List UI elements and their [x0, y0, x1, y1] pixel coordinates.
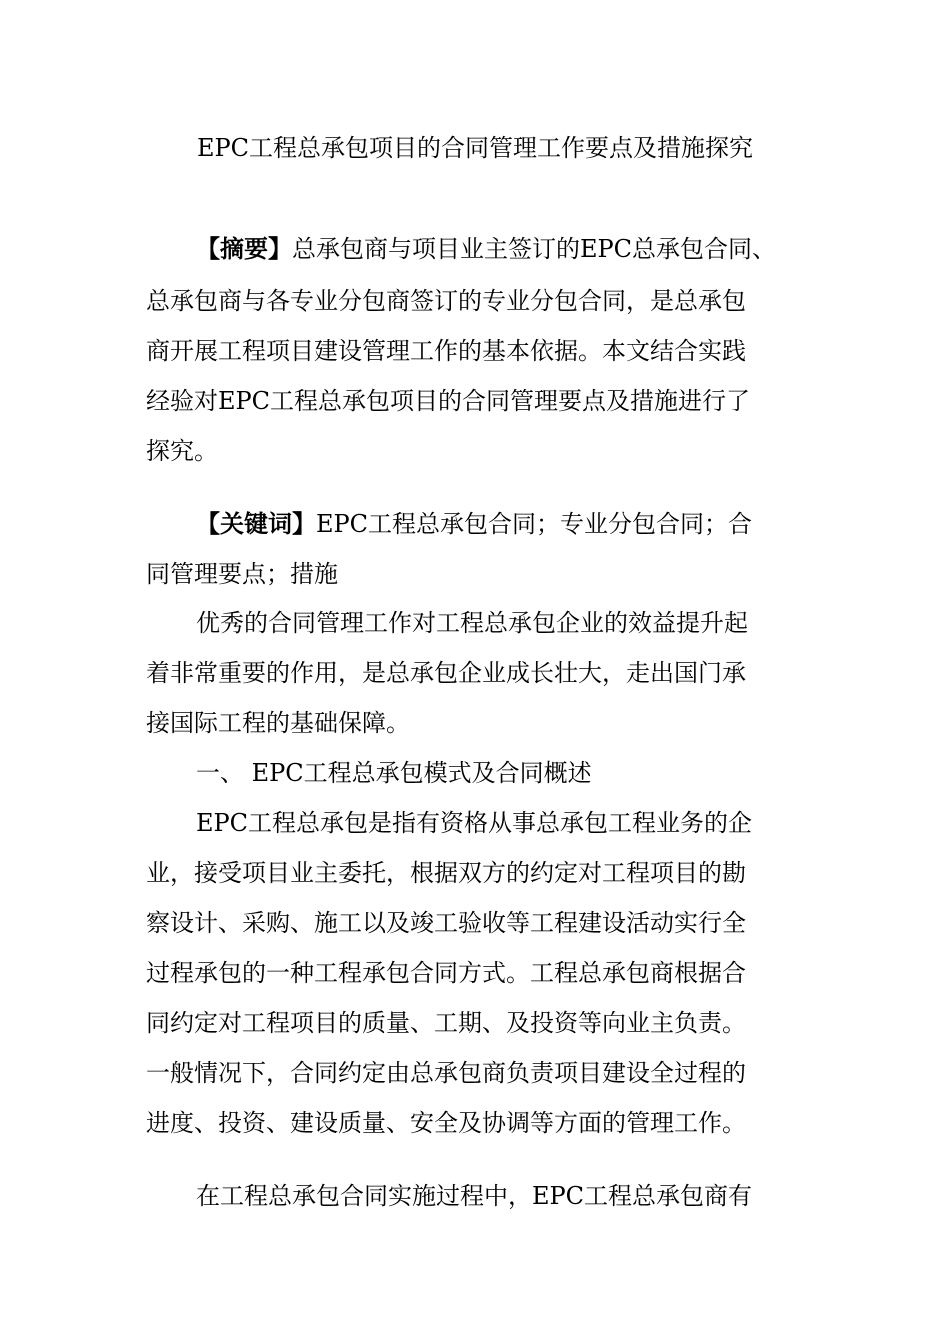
abstract-line-2: 总承包商与各专业分包商签订的专业分包合同，是总承包 — [146, 287, 746, 315]
abstract-line-5: 探究。 — [146, 437, 218, 465]
section-line-1: EPC工程总承包是指有资格从事总承包工程业务的企 — [196, 809, 753, 837]
intro-line-1: 优秀的合同管理工作对工程总承包企业的效益提升起 — [196, 609, 748, 637]
section-heading: 一、 EPC工程总承包模式及合同概述 — [196, 759, 592, 787]
intro-line-2: 着非常重要的作用，是总承包企业成长壮大，走出国门承 — [146, 659, 746, 687]
section-line-4: 过程承包的一种工程承包合同方式。工程总承包商根据合 — [146, 959, 746, 987]
abstract-line-4: 经验对EPC工程总承包项目的合同管理要点及措施进行了 — [146, 387, 751, 415]
abstract-text: 总承包商与项目业主签订的EPC总承包合同、 — [292, 235, 777, 263]
section-line-5: 同约定对工程项目的质量、工期、及投资等向业主负责。 — [146, 1009, 746, 1037]
section-line-7: 进度、投资、建设质量、安全及协调等方面的管理工作。 — [146, 1109, 746, 1137]
abstract-label: 【摘要】 — [196, 234, 292, 263]
document-title: EPC工程总承包项目的合同管理工作要点及措施探究 — [196, 134, 754, 162]
intro-line-3: 接国际工程的基础保障。 — [146, 709, 410, 737]
keywords-line-2: 同管理要点；措施 — [146, 560, 338, 588]
section-line-3: 察设计、采购、施工以及竣工验收等工程建设活动实行全 — [146, 909, 746, 937]
section-line-6: 一般情况下，合同约定由总承包商负责项目建设全过程的 — [146, 1059, 746, 1087]
keywords-label: 【关键词】 — [196, 509, 316, 538]
section-line-2: 业，接受项目业主委托，根据双方的约定对工程项目的勘 — [146, 859, 746, 887]
abstract-line-3: 商开展工程项目建设管理工作的基本依据。本文结合实践 — [146, 337, 746, 365]
abstract-line-1 — [196, 233, 776, 265]
next-paragraph-line: 在工程总承包合同实施过程中，EPC工程总承包商有 — [196, 1182, 753, 1210]
keywords-line-1 — [196, 508, 752, 540]
keywords-text: EPC工程总承包合同；专业分包合同；合 — [316, 510, 753, 538]
